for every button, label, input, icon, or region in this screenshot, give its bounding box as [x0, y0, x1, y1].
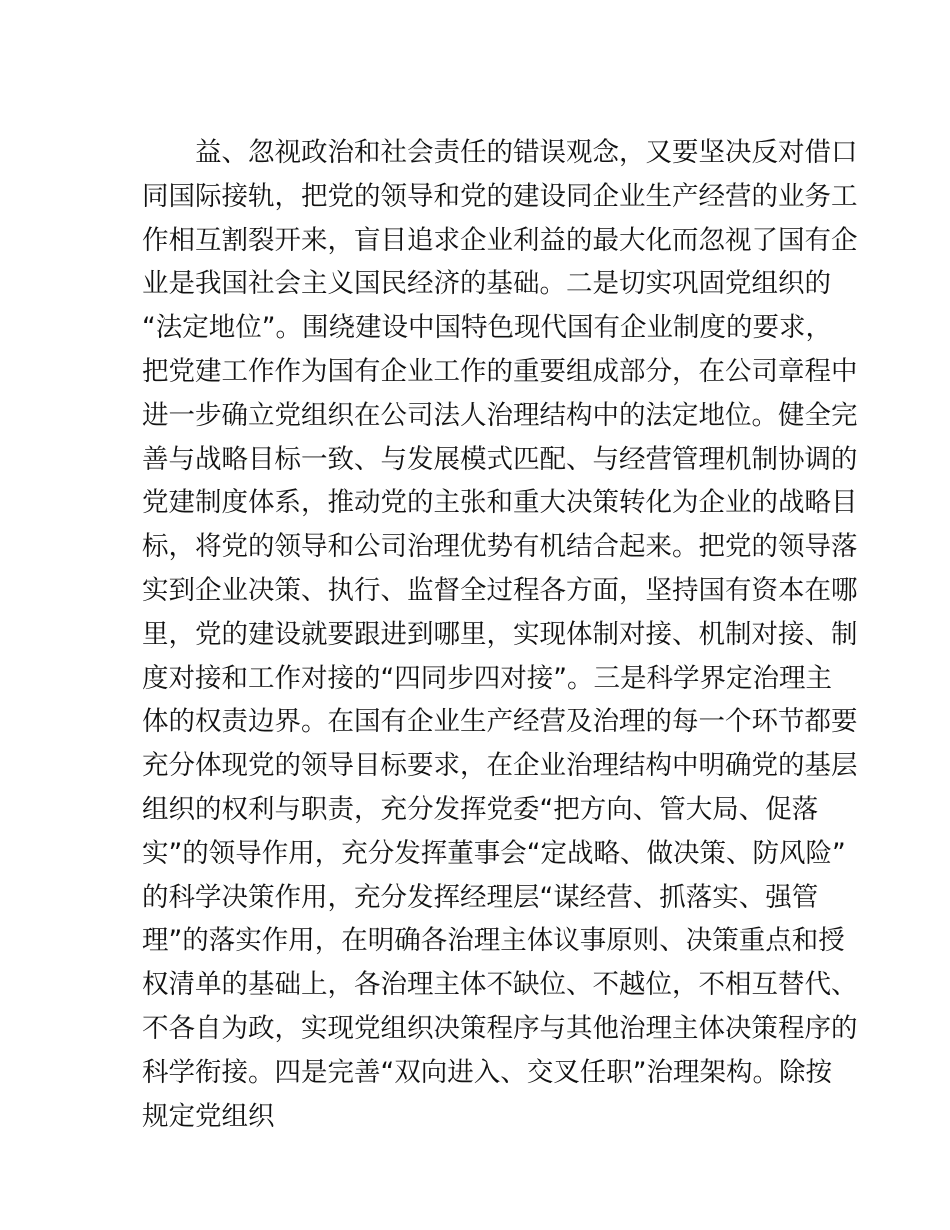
text-line: 规定党组织 [142, 1100, 275, 1132]
text-line: 把党建工作作为国有企业工作的重要组成部分，在公司章程中 [142, 355, 858, 387]
text-line: 权清单的基础上，各治理主体不缺位、不越位，不相互替代、 [142, 969, 858, 1001]
text-line: 里，党的建设就要跟进到哪里，实现体制对接、机制对接、制 [142, 618, 858, 650]
body-paragraph [142, 131, 858, 1138]
text-line: 充分体现党的领导目标要求，在企业治理结构中明确党的基层 [142, 750, 858, 782]
text-line: 科学衔接。四是完善“双向进入、交叉任职”治理架构。除按 [142, 1056, 832, 1088]
text-line: 党建制度体系，推动党的主张和重大决策转化为企业的战略目 [142, 487, 858, 519]
text-line: 不各自为政，实现党组织决策程序与其他治理主体决策程序的 [142, 1012, 858, 1044]
text-line: 进一步确立党组织在公司法人治理结构中的法定地位。健全完 [142, 399, 858, 431]
text-line: 善与战略目标一致、与发展模式匹配、与经营管理机制协调的 [142, 443, 858, 475]
text-line: 实”的领导作用，充分发挥董事会“定战略、做决策、防风险” [142, 837, 846, 869]
text-line: 理”的落实作用，在明确各治理主体议事原则、决策重点和授 [142, 925, 845, 957]
text-line: 益、忽视政治和社会责任的错误观念，又要坚决反对借口 [195, 137, 858, 168]
text-line: 体的权责边界。在国有企业生产经营及治理的每一个环节都要 [142, 706, 858, 738]
text-line: 组织的权利与职责，充分发挥党委“把方向、管大局、促落 [142, 793, 819, 825]
text-line: 的科学决策作用，充分发挥经理层“谋经营、抓落实、强管 [142, 881, 819, 913]
text-line: “法定地位”。围绕建设中国特色现代国有企业制度的要求， [142, 312, 832, 344]
text-line: 实到企业决策、执行、监督全过程各方面，坚持国有资本在哪 [142, 574, 858, 606]
text-line: 作相互割裂开来，盲目追求企业利益的最大化而忽视了国有企 [142, 224, 858, 256]
text-line: 同国际接轨，把党的领导和党的建设同企业生产经营的业务工 [142, 180, 858, 212]
text-line: 度对接和工作对接的“四同步四对接”。三是科学界定治理主 [142, 662, 832, 694]
text-line: 业是我国社会主义国民经济的基础。二是切实巩固党组织的 [142, 268, 831, 300]
text-line: 标，将党的领导和公司治理优势有机结合起来。把党的领导落 [142, 531, 858, 563]
